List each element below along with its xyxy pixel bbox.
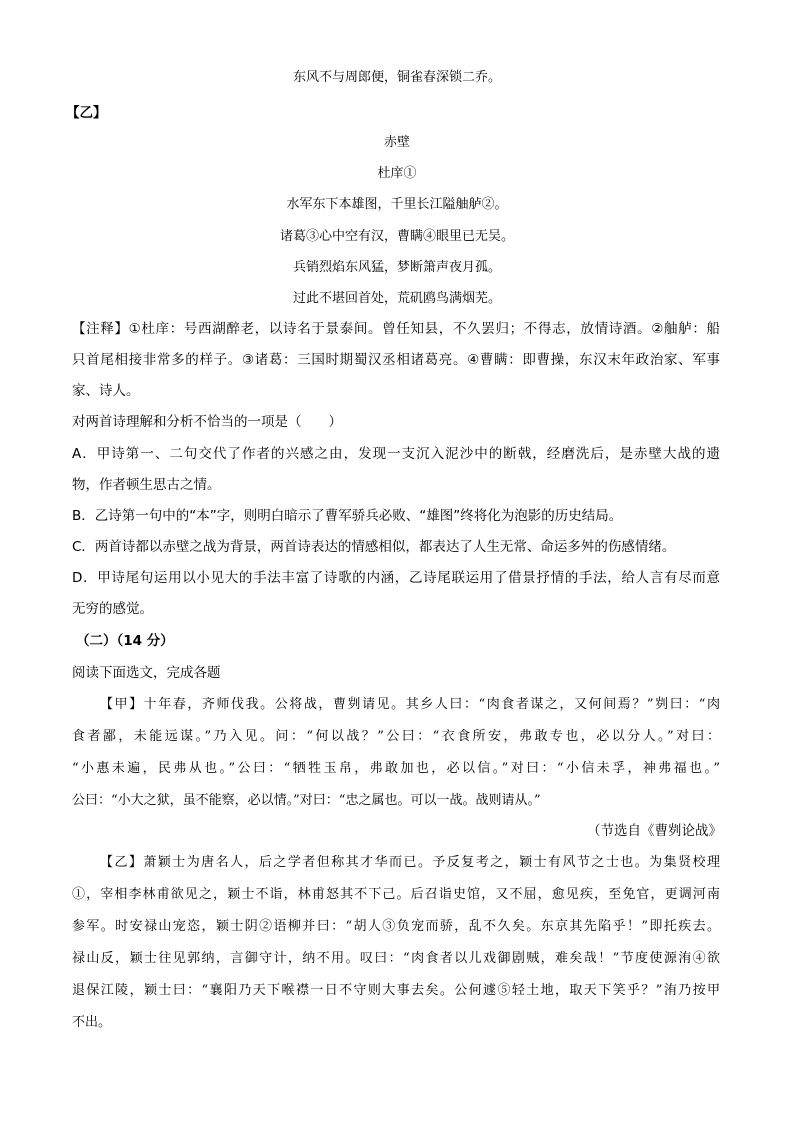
option-d-cont: 无穷的感觉。 (72, 601, 153, 617)
passage-b-line: 退保江陵，颖士曰：“襄阳乃天下喉襟一日不守则大事去矣。公何遽⑤轻土地，取天下笑乎？”洧乃按甲 (72, 983, 720, 998)
passage-b-line: ①，宰相李林甫欲见之，颖士不诣，林甫怒其不下己。后召诣史馆，又不屈，愈见疾，至免官，更调河南 (72, 887, 720, 902)
section-instruction: 阅读下面选文，完成各题 (72, 665, 221, 681)
passage-b-line: 禄山反，颖士往见郭纳，言御守计，纳不用。叹曰：“肉食者以儿戏御剧贼，难矣哉！”节度使源洧④欲 (72, 951, 720, 966)
passage-b-line: 【乙】萧颖士为唐名人，后之学者但称其才华而已。予反复考之，颖士有风节之士也。为集贤校理 (100, 855, 720, 870)
option-c: C．两首诗都以赤壁之战为背景，两首诗表达的情感相似，都表达了人生无常、命运多舛的伤感情绪。 (72, 539, 676, 555)
question-stem: 对两首诗理解和分析不恰当的一项是（ ） (72, 414, 342, 430)
notes-line: 只首尾相接非常多的样子。③诸葛：三国时期蜀汉丞相诸葛亮。④曹瞒：即曹操，东汉末年政治家、军事 (72, 352, 720, 368)
poem-b-author: 杜庠① (377, 166, 417, 181)
option-a: A．甲诗第一、二句交代了作者的兴感之由，发现一支沉入泥沙中的断戟，经磨洗后，是赤壁大战的遗 (72, 446, 720, 462)
passage-a-source: （节选自《曹刿论战》 (587, 823, 722, 839)
poem-b-line: 诸葛③心中空有汉，曹瞒④眼里已无吴。 (279, 229, 514, 244)
option-a-cont: 物，作者顿生思古之情。 (72, 477, 221, 493)
poem-b-line: 过此不堪回首处，荒矶鸥鸟满烟芜。 (292, 291, 501, 306)
notes-line: 【注释】①杜庠：号西湖醉老，以诗名于景泰间。曾任知县，不久罢归；不得志，放情诗酒。②舳舻：船 (72, 321, 720, 337)
passage-b-line: 不出。 (72, 1015, 112, 1030)
notes-line: 家、诗人。 (72, 383, 140, 399)
passage-a-line: “小惠未遍，民弗从也。”公曰：“牺牲玉帛，弗敢加也，必以信。”对曰：“小信未孚，神弗福也。” (72, 761, 720, 776)
passage-b-line: 参军。时安禄山宠恣，颖士阴②语柳并曰：“胡人③负宠而骄，乱不久矣。东京其先陷乎！”即托疾去。 (72, 919, 720, 934)
passage-a-line: 【甲】十年春，齐师伐我。公将战，曹刿请见。其乡人曰：“肉食者谋之，又何间焉？”刿曰：“肉 (100, 697, 720, 712)
poem-b-line: 水军东下本雄图，千里长江隘舳舻②。 (286, 197, 508, 212)
section-heading: （二）（14 分） (76, 633, 174, 649)
passage-a-line: 公曰：“小大之狱，虽不能察，必以情。”对曰：“忠之属也。可以一战。战则请从。” (72, 793, 541, 808)
poem-b-title: 赤壁 (383, 135, 410, 150)
poem-b-heading: 【乙】 (66, 105, 107, 121)
passage-a-line: 食者鄙，未能远谋。”乃入见。问：“何以战？”公曰：“衣食所安，弗敢专也，必以分人。”对曰： (72, 729, 720, 744)
option-b: B．乙诗第一句中的“本”字，则明白暗示了曹军骄兵必败、“雄图”终将化为泡影的历史结局。 (72, 508, 623, 524)
poem-b-line: 兵销烈焰东风猛，梦断箫声夜月孤。 (292, 260, 501, 275)
option-d: D．甲诗尾句运用以小见大的手法丰富了诗歌的内涵，乙诗尾联运用了借景抒情的手法，给人言有尽而意 (72, 570, 720, 586)
poem-a-last-line: 东风不与周郎便，铜雀春深锁二乔。 (292, 70, 501, 85)
